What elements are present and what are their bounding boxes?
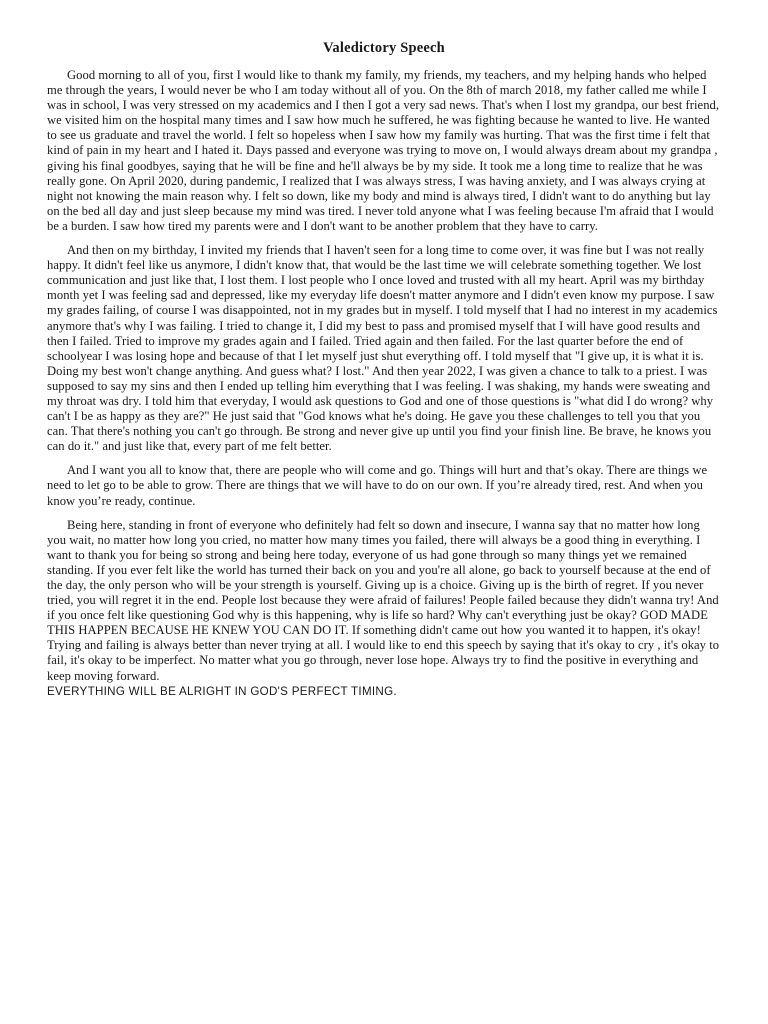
paragraph-4-text: Being here, standing in front of everyone who definitely had felt so down and insecure, I wanna say that no matter how long you wait, no matter how long you cried, no matter how many times you failed, there will always be a good thing in everything. I want to thank you for being so strong and being here today, everyone of us had gone through so many things yet we remained standing. If you ever felt like the world has turned their back on you and you're all alone, go back to yourself because at the end of the day, the only person who will be your strength is yourself. Giving up is a choice. Giving up is the birth of regret. If you never tried, you will regret it in the end. People lost because they were afraid of failures! People failed because they didn't wanna try! And if you once felt like questioning God why is this happening, why is life so hard? Why can't everything just be okay? GOD MADE THIS HAPPEN BECAUSE HE KNEW YOU CAN DO IT. If something didn't came out how you wanted it to happen, it's okay! Trying and failing is always better than never trying at all. I would like to end this speech by saying that it's okay to cry , it's okay to fail, it's okay to be imperfect. No matter what you go through, never lose hope. Always try to find the positive in everything and keep moving forward. bbox=[47, 517, 720, 683]
document-title: Valedictory Speech bbox=[323, 40, 445, 56]
paragraph-3: And I want you all to know that, there are people who will come and go. Things will hurt and that’s okay. There are things we need to let go to be able to grow. There are things that we will have to do on our own. If you’re already tired, rest. And when you know you’re ready, continue. bbox=[47, 463, 708, 508]
closing-line: EVERYTHING WILL BE ALRIGHT IN GOD'S PERFECT TIMING. bbox=[47, 684, 397, 698]
paragraph-4 bbox=[47, 518, 721, 699]
paragraph-1: Good morning to all of you, first I would like to thank my family, my friends, my teachers, and my helping hands who helped me through the years, I would never be who I am today without all of you. On the 8th of march 2018, my father called me while I was in school, I was very stressed on my academics and I then I got a very sad news. That's when I lost my grandpa, our best friend, we visited him on the hospital many times and I saw how much he suffered, he was fighting because he wanted to live. He wanted to see us graduate and travel the world. I felt so hopeless when I saw how my family was hurting. That was the first time i felt that kind of pain in my heart and I hated it. Days passed and everyone was trying to move on, I would always dream about my grandpa , giving his final goodbyes, saying that he will be fine and he'll always be by my side. It took me a long time to realize that he was really gone. On April 2020, during pandemic, I realized that I was always stress, I was having anxiety, and I was always crying at night not knowing the main reason why. I felt so down, like my body and mind is always tired, I didn't want to do anything but lay on the bed all day and just sleep because my mind was tired. I never told anyone what I was feeling because I'm afraid that I would be a burden. I saw how tired my parents were and I don't want to be another problem that they have to carry. bbox=[47, 68, 720, 233]
paragraph-2: And then on my birthday, I invited my friends that I haven't seen for a long time to come over, it was fine but I was not really happy. It didn't feel like us anymore, I didn't know that, that would be the last time we will celebrate something together. We lost communication and just like that, I lost them. I lost people who I once loved and trusted with all my heart. April was my birthday month yet I was feeling sad and depressed, like my everyday life doesn't matter anymore and I didn't even know my purpose. I saw my grades failing, of course I was disappointed, not in my grades but in myself. I told myself that I had no interest in my academics anymore that's why I was failing. I tried to change it, I did my best to pass and promised myself that I will have good results and then I failed. Tried to improve my grades again and I failed. Tried again and then failed. For the last quarter before the end of schoolyear I was losing hope and because of that I let myself just shut everything off. I told myself that "I give up, it is what it is. Doing my best won't change anything. And guess what? I lost." And then year 2022, I was given a chance to talk to a priest. I was supposed to say my sins and then I ended up telling him everything that I was feeling. I was shaking, my hands were sweating and my throat was dry. I told him that everyday, I would ask questions to God and one of those questions is "what did I do wrong? why can't I be as happy as they are?" He just said that "God knows what he's doing. He gave you these challenges to tell you that you can. That there's nothing you can't go through. Be strong and never give up until you find your finish line. Be brave, he knows you can do it." and just like that, every part of me felt better. bbox=[47, 243, 718, 454]
document-page bbox=[47, 40, 721, 699]
